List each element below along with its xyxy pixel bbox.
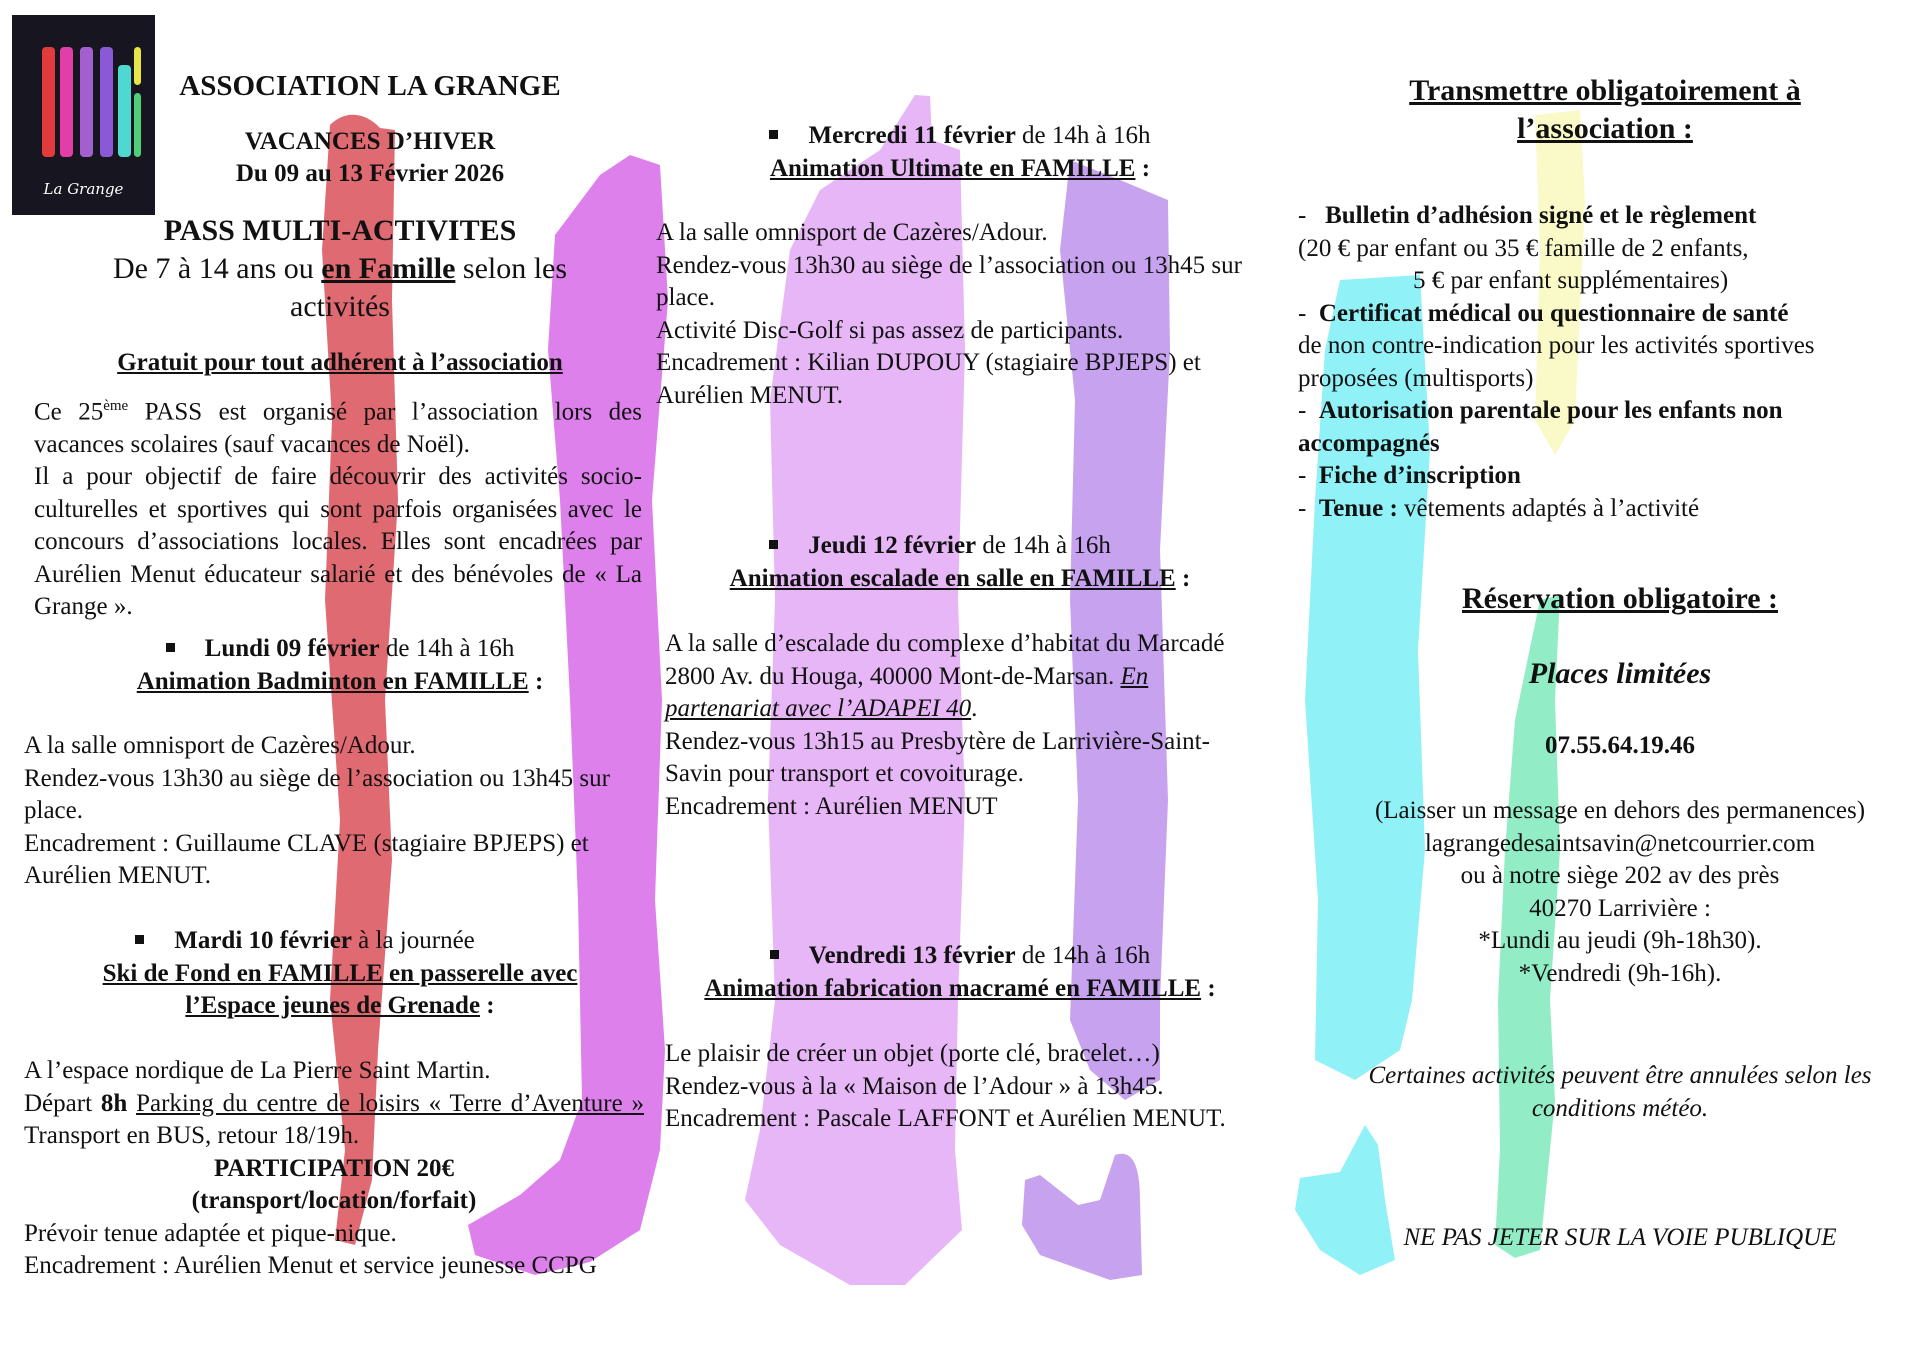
la-grange-logo <box>12 15 155 215</box>
bullet-icon <box>769 540 778 549</box>
logo-stripe-green <box>134 93 141 157</box>
activity-wednesday-details: A la salle omnisport de Cazères/Adour. Rendez-vous 13h30 au siège de l’association ou 13h45 sur place. Activité Disc-Golf si pas assez de participants. Encadrement : Kilian DUPOUY (stagiaire BPJEPS) et Aurélien MENUT. <box>656 219 1242 409</box>
audience: De 7 à 14 ans ou en Famille selon les activités <box>112 252 568 323</box>
bullet-icon <box>770 950 779 959</box>
requirements-heading: Transmettre obligatoirement à l’association : <box>1409 74 1801 145</box>
reservation-heading: Réservation obligatoire : <box>1461 582 1779 615</box>
dates: Du 09 au 13 Février 2026 <box>235 160 505 187</box>
contact-details: (Laisser un message en dehors des permanences) lagrangedesaintsavin@netcourrier.com ou à notre siège 202 av des près 40270 Larrivière : *Lundi au jeudi (9h-18h30). *Vendredi (9h-16h). <box>1370 795 1870 990</box>
activity-friday-details: Le plaisir de créer un objet (porte clé, bracelet…) Rendez-vous à la « Maison de l’Adour » à 13h45. Encadrement : Pascale LAFFONT et Aurélien MENUT. <box>665 1040 1226 1132</box>
season-title: VACANCES D’HIVER <box>244 128 496 155</box>
footer-notice: NE PAS JETER SUR LA VOIE PUBLIQUE <box>1403 1224 1837 1251</box>
logo-stripe-red <box>42 47 55 157</box>
activity-tuesday: Mardi 10 février à la journée Ski de Fond en FAMILLE en passerelle avec l’Espace jeunes de Grenade : <box>102 927 578 1019</box>
bullet-icon <box>135 935 144 944</box>
pass-title: PASS MULTI-ACTIVITES <box>163 214 517 247</box>
activity-monday-details: A la salle omnisport de Cazères/Adour. Rendez-vous 13h30 au siège de l’association ou 13h45 sur place. Encadrement : Guillaume CLAVE (stagiaire BPJEPS) et Aurélien MENUT. <box>24 732 610 889</box>
email-link[interactable]: lagrangedesaintsavin@netcourrier.com <box>1424 829 1816 857</box>
logo-stripe-cyan <box>118 65 131 157</box>
bullet-icon <box>166 643 175 652</box>
logo-stripe-yellow <box>134 47 141 85</box>
association-name: ASSOCIATION LA GRANGE <box>179 70 561 102</box>
logo-stripe-violet <box>100 47 113 157</box>
weather-note: Certaines activités peuvent être annulées selon les conditions météo. <box>1368 1062 1872 1122</box>
requirements-list: - Bulletin d’adhésion signé et le règlement (20 € par enfant ou 35 € famille de 2 enfants, 5 € par enfant supplémentaires) - Certificat médical ou questionnaire de santé de non contre-indication pour les activités sportives proposées (multisports) - Autorisation parentale pour les enfants non accompagnés - Fiche d’inscription - Tenue : vêtements adaptés à l’activité <box>1298 202 1815 522</box>
activity-thursday-details: A la salle d’escalade du complexe d’habitat du Marcadé 2800 Av. du Houga, 40000 Mont-de-Marsan. En partenariat avec l’ADAPEI 40. Rendez-vous 13h15 au Presbytère de Larrivière-Saint-Savin pour transport et covoiturage. Encadrement : Aurélien MENUT <box>665 630 1225 820</box>
logo-stripe-purple <box>80 47 93 157</box>
places-limited: Places limitées <box>1528 657 1712 690</box>
bullet-icon <box>769 130 778 139</box>
activity-wednesday: Mercredi 11 février de 14h à 16h Animation Ultimate en FAMILLE : <box>769 122 1151 182</box>
logo-label: La Grange <box>43 180 124 198</box>
logo-stripe-pink <box>60 47 73 157</box>
intro-paragraph-1: Ce 25ème PASS est organisé par l’association lors des vacances scolaires (sauf vacances de Noël). <box>34 398 642 458</box>
activity-monday: Lundi 09 février de 14h à 16h Animation Badminton en FAMILLE : <box>136 635 544 695</box>
family-emphasis: en Famille <box>321 252 456 285</box>
partner-link: En partenariat avec l’ADAPEI 40 <box>665 662 1149 722</box>
phone-number: 07.55.64.19.46 <box>1545 732 1695 759</box>
activity-thursday: Jeudi 12 février de 14h à 16h Animation escalade en salle en FAMILLE : <box>729 532 1191 592</box>
free-note: Gratuit pour tout adhérent à l’association <box>117 349 563 376</box>
activity-tuesday-details: A l’espace nordique de La Pierre Saint Martin. Départ 8h Parking du centre de loisirs « Terre d’Aventure » Transport en BUS, retour 18/19h. PARTICIPATION 20€ (transport/location/forfait) Prévoir tenue adaptée et pique-nique. Encadrement : Aurélien Menut et service jeunesse CCPG <box>24 1057 645 1279</box>
activity-friday: Vendredi 13 février de 14h à 16h Animation fabrication macramé en FAMILLE : <box>704 942 1216 1002</box>
intro-text <box>34 390 642 624</box>
intro-paragraph-2: Il a pour objectif de faire découvrir des activités socio-culturelles et sportives qui sont parfois organisées avec le concours d’associations locales. Elles sont encadrées par Aurélien Menut éducateur salarié et des bénévoles de « La Grange ». <box>34 463 642 621</box>
